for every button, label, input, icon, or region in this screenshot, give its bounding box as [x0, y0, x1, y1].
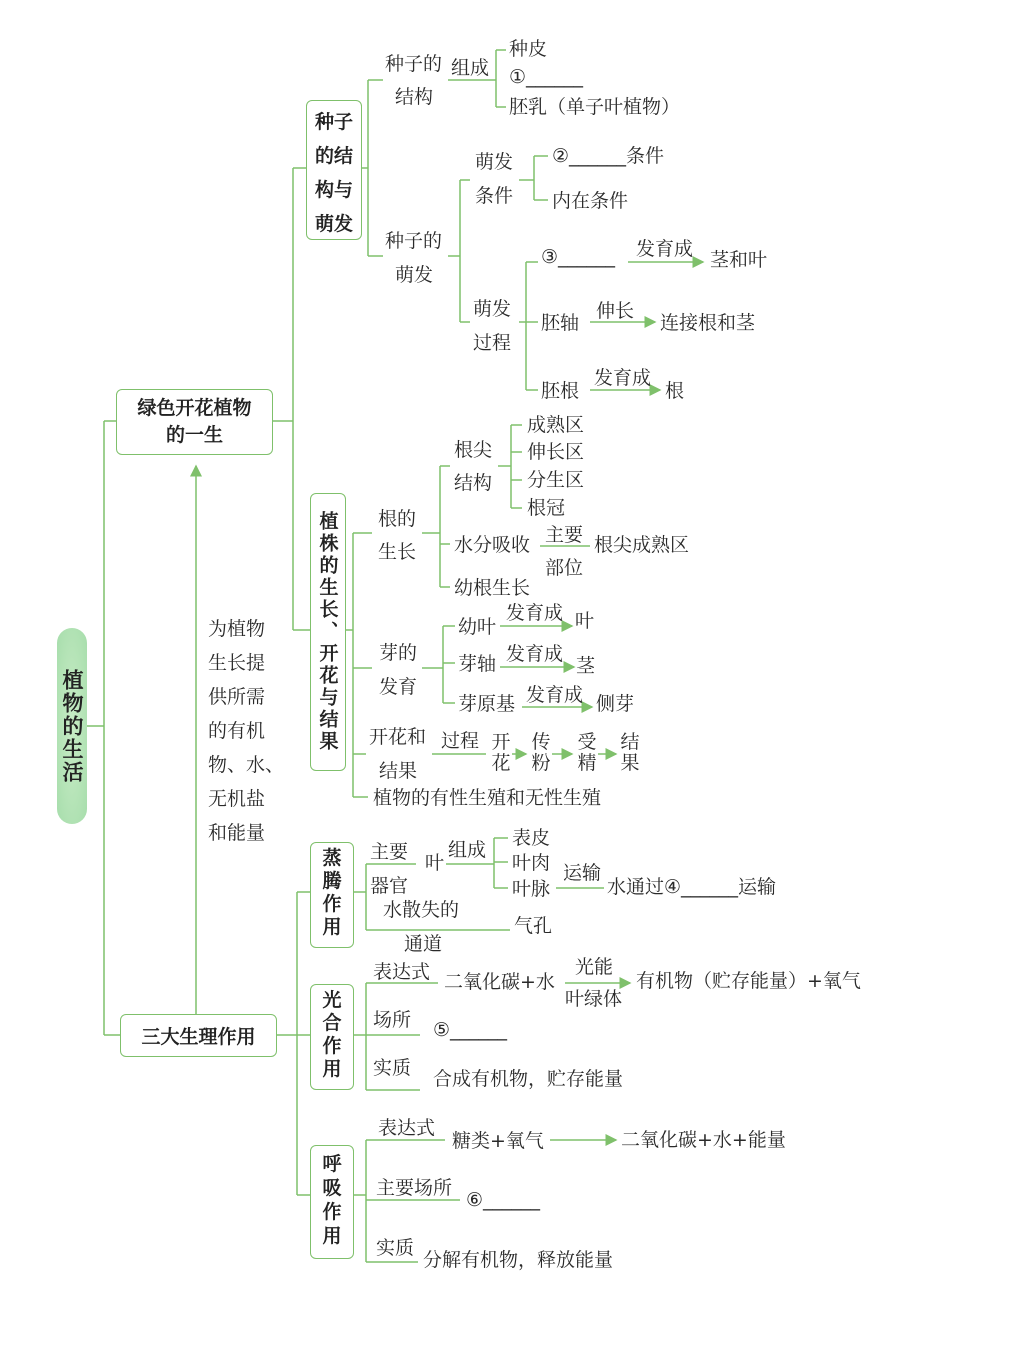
process-label-1: 萌发	[473, 298, 512, 320]
step-fruiting-top: 结	[620, 731, 640, 753]
blank-1: ①______	[509, 66, 584, 88]
step-pollination-bottom: 粉	[531, 752, 551, 774]
maturation-zone: 成熟区	[527, 414, 585, 436]
seed-structure-label-1: 种子的	[385, 53, 443, 75]
photosynthesis-box	[310, 984, 354, 1090]
root-tip-label-2: 结构	[454, 472, 493, 494]
leaf-composition: 组成	[448, 839, 487, 861]
stem-and-leaf: 茎和叶	[710, 249, 768, 271]
lateral-bud: 侧芽	[596, 693, 635, 715]
resp-essence-label: 实质	[376, 1237, 415, 1259]
root-tip-maturation: 根尖成熟区	[594, 534, 690, 556]
seed-label-2: 的结	[314, 145, 353, 167]
side-note-7: 和能量	[208, 822, 266, 844]
conditions-label-1: 萌发	[475, 151, 514, 173]
photo-site-label: 场所	[373, 1009, 412, 1031]
water-absorption: 水分吸收	[454, 534, 531, 556]
hypocotyl: 胚轴	[541, 312, 580, 334]
respiration-label-1: 呼	[322, 1153, 342, 1175]
meristem-zone: 分生区	[527, 469, 585, 491]
step-fertilization	[576, 732, 598, 774]
composition-label: 组成	[451, 57, 490, 79]
process-label-2: 过程	[473, 332, 512, 354]
arrow-label-develop-2: 发育成	[594, 367, 652, 389]
photosynthesis-label-4: 用	[322, 1058, 342, 1080]
germination-label-1: 种子的	[385, 230, 443, 252]
transpiration-label-3: 作	[322, 893, 342, 915]
bud-primordium: 芽原基	[458, 693, 516, 715]
stem-result: 茎	[576, 655, 596, 677]
flower-fruit-label-2: 结果	[379, 760, 418, 782]
branch-life-cycle-line1: 绿色开花植物	[137, 397, 252, 419]
chloroplast-label: 叶绿体	[565, 988, 623, 1010]
main-label: 主要	[545, 524, 584, 546]
transpiration-box	[310, 842, 354, 948]
step-fertilization-top: 受	[577, 731, 597, 753]
respiration-label-2: 吸	[322, 1177, 342, 1199]
conditions-label-2: 条件	[475, 185, 514, 207]
seed-coat: 种皮	[509, 38, 548, 60]
mesophyll: 叶肉	[512, 852, 551, 874]
resp-essence: 分解有机物，释放能量	[423, 1249, 614, 1271]
connect-root-stem: 连接根和茎	[660, 312, 756, 334]
arrow-label-bud-2: 发育成	[506, 643, 564, 665]
blank-2-conditions: ②______条件	[552, 145, 665, 167]
main-organ-label-2: 器官	[370, 875, 409, 897]
root-cap: 根冠	[527, 497, 566, 519]
branch-life-cycle-box	[116, 389, 273, 455]
root-growth-label-1: 根的	[378, 508, 417, 530]
step-fruiting-bottom: 果	[620, 752, 640, 774]
step-pollination	[530, 732, 552, 774]
arrow-label-develop-1: 发育成	[636, 238, 694, 260]
photo-reactants: 二氧化碳+水	[444, 971, 555, 993]
water-loss-label-1: 水散失的	[383, 899, 460, 921]
resp-products: 二氧化碳+水+能量	[621, 1129, 786, 1151]
flower-fruit-label-1: 开花和	[369, 726, 427, 748]
seed-structure-label-2: 结构	[395, 86, 434, 108]
internal-conditions: 内在条件	[552, 190, 629, 212]
respiration-box	[310, 1145, 354, 1259]
arrow-label-elongate: 伸长	[596, 300, 635, 322]
side-note-6: 无机盐	[208, 788, 266, 810]
blank-3: ③______	[541, 246, 616, 268]
young-root-growth: 幼根生长	[454, 577, 531, 599]
part-label: 部位	[545, 557, 584, 579]
photosynthesis-label-1: 光	[322, 989, 342, 1011]
vein: 叶脉	[512, 878, 551, 900]
blank-6: ⑥______	[466, 1189, 541, 1211]
transpiration-label-4: 用	[322, 916, 342, 938]
step-flowering-top: 开	[491, 731, 511, 753]
side-note-2: 生长提	[208, 652, 266, 674]
photo-essence: 合成有机物，贮存能量	[433, 1068, 624, 1090]
process-arrow-label: 过程	[441, 730, 480, 752]
respiration-label-4: 用	[322, 1225, 342, 1247]
plant-growth-box: 植株的生长、开花与结果	[310, 493, 346, 771]
arrow-label-bud-1: 发育成	[506, 602, 564, 624]
light-energy-label: 光能	[575, 956, 614, 978]
blank-5: ⑤______	[433, 1019, 508, 1041]
arrow-label-bud-3: 发育成	[526, 684, 584, 706]
bud-label-1: 芽的	[379, 642, 418, 664]
root-node: 植物的生活	[57, 628, 87, 824]
step-flowering	[490, 732, 512, 774]
epidermis: 表皮	[512, 827, 551, 849]
radicle: 胚根	[541, 380, 580, 402]
stoma: 气孔	[514, 915, 553, 937]
reproduction-types: 植物的有性生殖和无性生殖	[373, 787, 602, 809]
resp-expression-label: 表达式	[378, 1117, 436, 1139]
endosperm: 胚乳（单子叶植物）	[509, 96, 681, 118]
step-pollination-top: 传	[531, 731, 551, 753]
side-note-5: 物、水、	[208, 754, 285, 776]
water-through-blank-4: 水通过④______运输	[607, 876, 777, 898]
resp-reactants: 糖类+氧气	[452, 1130, 544, 1152]
root-tip-label-1: 根尖	[454, 439, 493, 461]
root-growth-label-2: 生长	[378, 541, 417, 563]
side-note	[208, 612, 288, 850]
step-fertilization-bottom: 精	[577, 752, 597, 774]
photosynthesis-label-3: 作	[322, 1035, 342, 1057]
photo-essence-label: 实质	[373, 1057, 412, 1079]
respiration-label-3: 作	[322, 1201, 342, 1223]
side-note-1: 为植物	[208, 618, 266, 640]
branch-life-cycle-line2: 的一生	[165, 424, 223, 446]
step-flowering-bottom: 花	[491, 752, 511, 774]
leaf-result: 叶	[575, 610, 595, 632]
main-organ-label-1: 主要	[370, 841, 409, 863]
bud-axis: 芽轴	[458, 653, 497, 675]
germination-label-2: 萌发	[395, 264, 434, 286]
seed-structure-germination-box	[306, 100, 362, 240]
root-result: 根	[665, 380, 685, 402]
leaf-organ: 叶	[425, 852, 445, 874]
photo-products: 有机物（贮存能量）+氧气	[636, 970, 861, 992]
bud-label-2: 发育	[379, 676, 418, 698]
seed-label-1: 种子	[314, 111, 353, 133]
side-note-3: 供所需	[208, 686, 266, 708]
seed-label-3: 构与	[314, 179, 353, 201]
resp-site-label: 主要场所	[376, 1177, 453, 1199]
seed-label-4: 萌发	[314, 213, 353, 235]
transpiration-label-1: 蒸	[322, 847, 342, 869]
branch-physiology-box: 三大生理作用	[120, 1014, 277, 1057]
side-note-4: 的有机	[208, 720, 266, 742]
elongation-zone: 伸长区	[527, 441, 585, 463]
water-loss-label-2: 通道	[404, 933, 443, 955]
transpiration-label-2: 腾	[322, 870, 342, 892]
step-fruiting	[619, 732, 641, 774]
transport-label: 运输	[563, 862, 602, 884]
photosynthesis-label-2: 合	[322, 1012, 342, 1034]
young-leaf: 幼叶	[458, 616, 497, 638]
photo-expression-label: 表达式	[373, 961, 431, 983]
